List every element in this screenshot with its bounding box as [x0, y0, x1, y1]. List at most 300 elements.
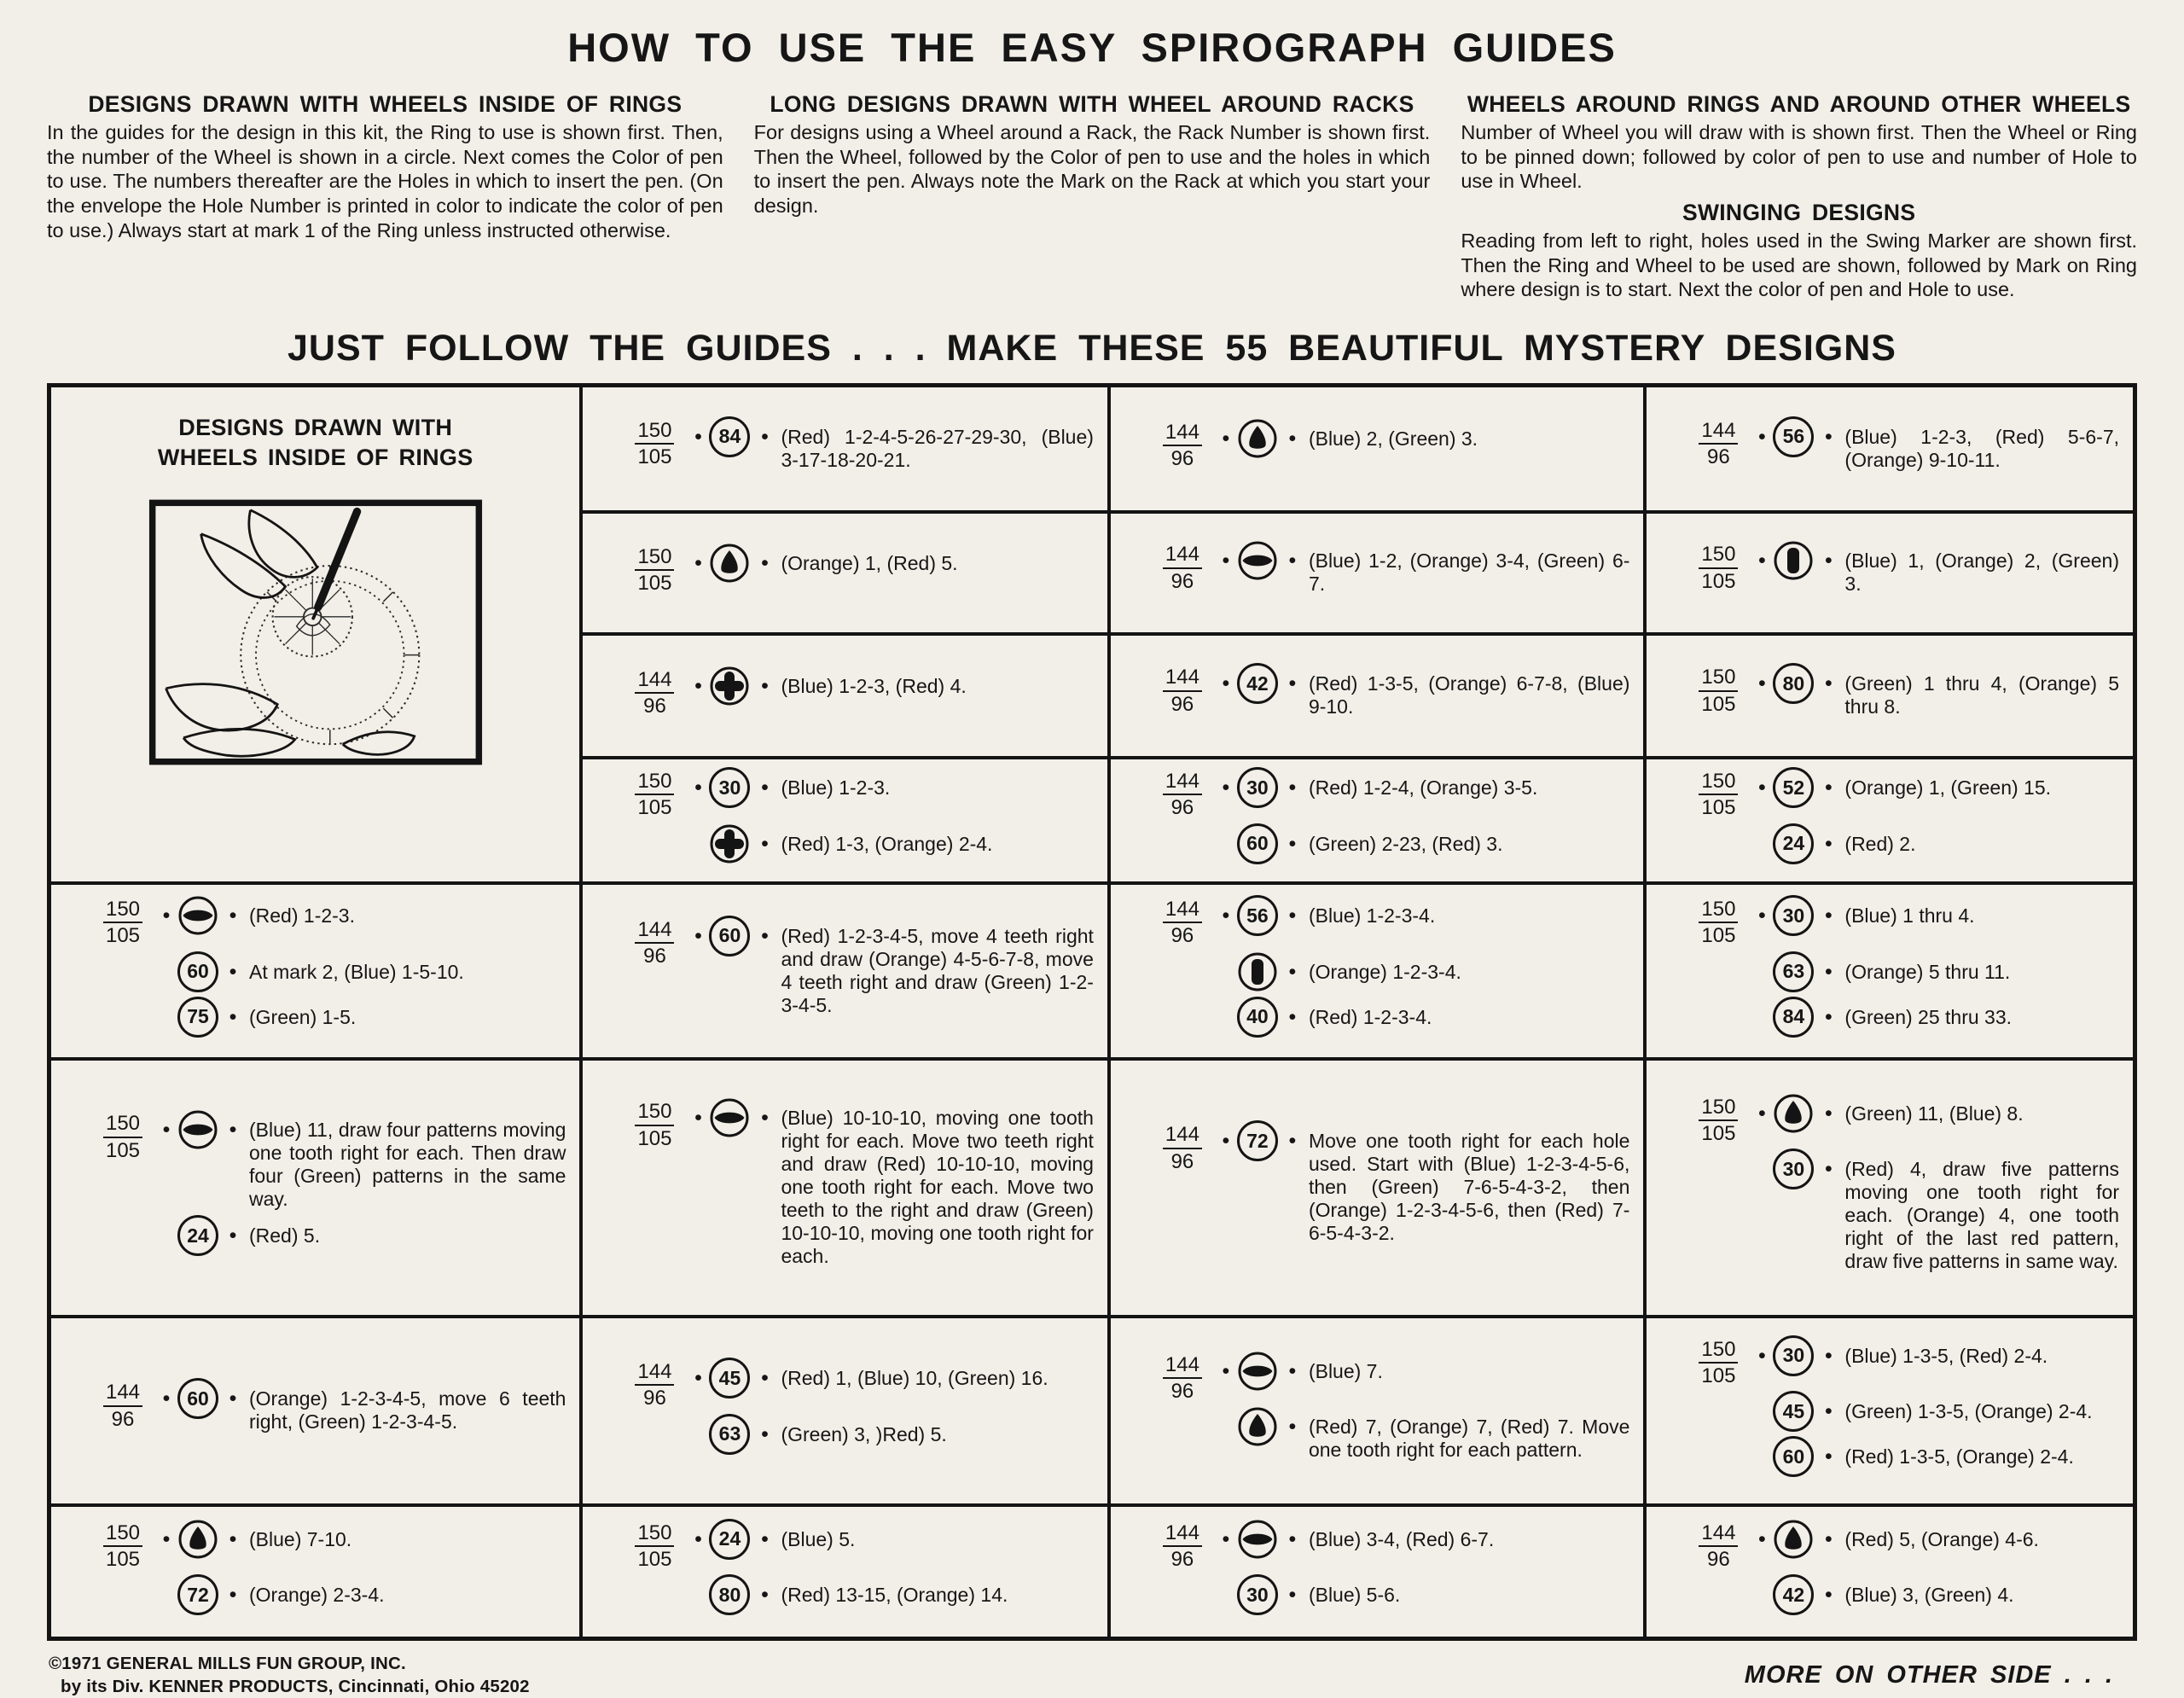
ring-fraction [1163, 770, 1202, 818]
wheel-number-badge: 63 [709, 1414, 750, 1455]
guide-instruction-text: (Red) 7, (Orange) 7, (Red) 7. Move one tooth right for each pattern. [1308, 1416, 1630, 1462]
guide-entry [1150, 1521, 1629, 1571]
guide-entry [622, 770, 1093, 820]
ring-fraction-numerator: 144 [1699, 420, 1738, 445]
ring-fraction-numerator: 144 [1163, 1354, 1202, 1379]
ring-fraction-numerator: 144 [635, 1361, 674, 1386]
guide-instruction-text: (Red) 1, (Blue) 10, (Green) 16. [781, 1367, 1048, 1390]
ring-fraction [103, 1381, 142, 1429]
ring-fraction-denominator: 96 [1170, 447, 1194, 471]
wheel-number-badge: 42 [1773, 1574, 1814, 1615]
bullet-dot: • [1825, 1526, 1833, 1551]
guide-entry [622, 1360, 1093, 1410]
guide-instruction-text: (Red) 1-2-3-4. [1308, 1005, 1432, 1028]
ring-fraction-denominator: 105 [105, 924, 141, 948]
guide-instruction-text: (Red) 1-3-5, (Orange) 6-7-8, (Blue) 9-10. [1308, 672, 1630, 718]
guide-instruction-text: (Blue) 11, draw four patterns moving one tooth right for each. Then draw four (Green) patterns in the same way. [249, 1119, 566, 1211]
guide-entry [622, 667, 1093, 718]
ring-fraction [635, 669, 674, 717]
guide-entry [1686, 1584, 2119, 1615]
guide-instruction-text: (Blue) 1-2, (Orange) 3-4, (Green) 6-7. [1308, 550, 1630, 596]
intro-heading-wheels-around-rings: WHEELS AROUND RINGS AND AROUND OTHER WHEELS [1467, 91, 2131, 117]
ring-fraction [1163, 1522, 1202, 1570]
guide-instruction-text: (Blue) 2, (Green) 3. [1308, 427, 1478, 451]
ring-fraction [1699, 420, 1738, 468]
bullet-dot: • [1288, 959, 1297, 984]
guide-entry [90, 1381, 566, 1433]
bullet-dot: • [1825, 1343, 1833, 1368]
ring-fraction [103, 1522, 142, 1570]
guide-cell [581, 634, 1108, 758]
bullet-dot: • [1758, 1101, 1766, 1125]
bullet-dot: • [229, 1118, 237, 1143]
guide-entry [1686, 1521, 2119, 1571]
guide-instruction-text: (Orange) 1-2-3-4-5, move 6 teeth right, (Green) 1-2-3-4-5. [249, 1387, 566, 1433]
bullet-dot: • [1825, 424, 1833, 449]
guide-entry [1686, 961, 2119, 992]
bullet-dot: • [694, 550, 702, 575]
bullet-dot: • [1288, 549, 1297, 573]
ring-fraction-denominator: 96 [643, 945, 666, 968]
wheel-shape-triangle-icon [1773, 1093, 1814, 1134]
guide-cell [581, 386, 1108, 512]
bullet-dot: • [761, 1526, 769, 1551]
guide-cell [49, 1505, 581, 1638]
guide-cell [581, 883, 1108, 1059]
ring-fraction-numerator: 150 [1699, 1339, 1738, 1364]
bullet-dot: • [1825, 959, 1833, 984]
guide-entry [90, 1006, 566, 1038]
wheel-shape-triangle-icon [1237, 418, 1278, 459]
wheel-number-badge: 60 [1773, 1436, 1814, 1477]
bullet-dot: • [694, 1366, 702, 1391]
wheel-number-badge: 24 [177, 1215, 218, 1256]
guide-entry [1150, 1352, 1629, 1403]
wheel-number-badge: 30 [1773, 1148, 1814, 1189]
intro-body-swinging-designs: Reading from left to right, holes used in the Swing Marker are shown first. Then the Ring and Wheel to be used are shown, followed by Mark on Ring where design is to start. Next the color of pen and Hole to use. [1461, 229, 2137, 301]
ring-fraction-numerator: 150 [1699, 898, 1738, 923]
guide-instruction-text: (Blue) 3, (Green) 4. [1844, 1584, 2014, 1607]
guide-entry [90, 961, 566, 992]
ring-fraction [103, 898, 142, 946]
bullet-dot: • [162, 1387, 171, 1411]
ring-fraction-denominator: 105 [1701, 924, 1736, 948]
bullet-dot: • [1758, 1526, 1766, 1551]
ring-fraction-denominator: 105 [105, 1547, 141, 1571]
bullet-dot: • [1222, 904, 1230, 928]
wheel-number-badge: 60 [1237, 823, 1278, 864]
guide-entry [1150, 1006, 1629, 1038]
guide-entry [1150, 770, 1629, 820]
ring-fraction-numerator: 150 [635, 770, 674, 795]
guide-instruction-text: (Blue) 1-3-5, (Red) 2-4. [1844, 1344, 2048, 1367]
guide-cell [1645, 758, 2135, 883]
ring-fraction-numerator: 150 [1699, 770, 1738, 795]
guide-entry [1686, 1400, 2119, 1432]
guide-cell [1109, 386, 1645, 512]
ring-fraction [1699, 1096, 1738, 1144]
bullet-dot: • [1825, 1101, 1833, 1125]
ring-fraction-numerator: 144 [1163, 666, 1202, 691]
intro-heading-wheel-around-racks: LONG DESIGNS DRAWN WITH WHEEL AROUND RACKS [770, 91, 1414, 117]
wheel-shape-bar-icon [1237, 951, 1278, 992]
ring-fraction-numerator: 144 [1699, 1522, 1738, 1547]
ring-fraction [1699, 770, 1738, 818]
wheel-number-badge: 30 [1237, 1574, 1278, 1615]
ring-fraction-numerator: 144 [1163, 544, 1202, 568]
guide-cell [581, 1505, 1108, 1638]
guide-instruction-text: (Green) 11, (Blue) 8. [1844, 1102, 2024, 1125]
bullet-dot: • [1222, 1129, 1230, 1154]
guide-entry [622, 1423, 1093, 1455]
guide-instruction-text: (Green) 1-5. [249, 1005, 357, 1028]
bullet-dot: • [229, 959, 237, 984]
guide-instruction-text: (Blue) 1-2-3. [781, 776, 891, 800]
wheel-shape-oval-icon [177, 1109, 218, 1150]
table-header-title: DESIGNS DRAWN WITH WHEELS INSIDE OF RINGS [157, 414, 473, 471]
guide-cell [1645, 1317, 2135, 1505]
guide-instruction-text: (Red) 1-2-4-5-26-27-29-30, (Blue) 3-17-18-20-21. [781, 425, 1094, 471]
page-title: HOW TO USE THE EASY SPIROGRAPH GUIDES [567, 25, 1617, 70]
bullet-dot: • [1825, 1157, 1833, 1182]
ring-fraction-numerator: 150 [635, 1101, 674, 1125]
intro-col-wheels-around-rings [1461, 91, 2137, 302]
guide-entry [1686, 1337, 2119, 1387]
wheel-number-badge: 84 [709, 416, 750, 457]
intro-body-wheel-around-racks: For designs using a Wheel around a Rack, the Rack Number is shown first. Then the Wheel, followed by the Color of pen to use and the holes in which to insert the pen. Always note the Mark on the Rack at which you start your design. [753, 121, 1431, 217]
guide-instruction-text: (Red) 2. [1844, 832, 1916, 855]
ring-fraction-denominator: 105 [105, 1138, 141, 1162]
more-on-other-side-text: MORE ON OTHER SIDE . . . [1744, 1660, 2113, 1689]
ring-fraction [635, 770, 674, 818]
guide-cell [1109, 512, 1645, 634]
wheel-number-badge: 80 [1773, 663, 1814, 704]
guide-entry [1150, 1416, 1629, 1462]
wheel-shape-oval-icon [1237, 540, 1278, 581]
guide-cell [581, 1059, 1108, 1317]
wheel-number-badge: 72 [177, 1574, 218, 1615]
ring-fraction-numerator: 144 [635, 669, 674, 694]
bullet-dot: • [761, 673, 769, 698]
intro-body-wheels-around-rings: Number of Wheel you will draw with is shown first. Then the Wheel or Ring to be pinned down; followed by color of pen to use and number of Hole to use in Wheel. [1461, 121, 2137, 193]
bullet-dot: • [1825, 672, 1833, 696]
intro-body-wheels-inside-rings: In the guides for the design in this kit, the Ring to use is shown first. Then, the number of the Wheel is shown in a circle. Next comes the Color of pen to use. The numbers thereafter are the Holes in which to insert the pen. (On the envelope the Hole Number is printed in color to indicate the color of pen to use.) Always start at mark 1 of the Ring unless instructed otherwise. [47, 121, 723, 241]
guide-instruction-text: (Orange) 2-3-4. [249, 1584, 385, 1607]
guide-entry [1686, 770, 2119, 820]
guide-entry [1150, 1123, 1630, 1245]
guide-entry [1150, 421, 1629, 471]
bullet-dot: • [1825, 1445, 1833, 1469]
wheel-number-badge: 45 [709, 1358, 750, 1399]
wheel-number-badge: 24 [709, 1519, 750, 1560]
guide-cell [1109, 1317, 1645, 1505]
copyright-text [49, 1653, 530, 1698]
bullet-dot: • [1222, 549, 1230, 573]
guide-instruction-text: (Blue) 1-2-3, (Red) 4. [781, 674, 967, 697]
guide-instruction-text: (Red) 13-15, (Orange) 14. [781, 1584, 1008, 1607]
ring-fraction [635, 1522, 674, 1570]
ring-fraction-denominator: 96 [1170, 1379, 1194, 1403]
guide-entry [1686, 1158, 2119, 1273]
ring-fraction-denominator: 96 [111, 1407, 135, 1431]
wheel-shape-oval-icon [1237, 1519, 1278, 1560]
guide-cell [581, 512, 1108, 634]
ring-fraction-denominator: 96 [1707, 445, 1730, 469]
wheel-shape-triangle-icon [709, 543, 750, 584]
guide-instruction-text: (Red) 1-3-5, (Orange) 2-4. [1844, 1445, 2074, 1468]
guide-entry [622, 418, 1094, 472]
guide-cell [1109, 1059, 1645, 1317]
guide-cell [1109, 634, 1645, 758]
guide-table [47, 383, 2137, 1641]
ring-fraction [1699, 898, 1738, 946]
guide-instruction-text: (Blue) 7-10. [249, 1527, 352, 1550]
ring-fraction-denominator: 96 [1170, 1149, 1194, 1173]
guide-entry [1686, 418, 2119, 472]
intro-col-wheel-around-racks [754, 91, 1431, 302]
wheel-number-badge: 72 [1237, 1120, 1278, 1161]
ring-fraction [1163, 666, 1202, 714]
ring-fraction-numerator: 144 [1163, 898, 1202, 923]
guide-instruction-text: (Orange) 1, (Red) 5. [781, 551, 958, 574]
bullet-dot: • [694, 1526, 702, 1551]
ring-fraction-numerator: 150 [103, 1113, 142, 1137]
ring-fraction-denominator: 105 [1701, 569, 1736, 593]
bullet-dot: • [1288, 427, 1297, 451]
guide-entry [1686, 1095, 2119, 1145]
ring-fraction-numerator: 150 [635, 1522, 674, 1547]
ring-fraction [103, 1113, 142, 1160]
bullet-dot: • [761, 424, 769, 449]
ring-fraction [1163, 1354, 1202, 1402]
ring-fraction-denominator: 105 [637, 445, 672, 469]
bullet-dot: • [1222, 1358, 1230, 1383]
bullet-dot: • [761, 831, 769, 856]
ring-fraction-denominator: 96 [1707, 1547, 1730, 1571]
bullet-dot: • [1758, 904, 1766, 928]
wheel-shape-bar-icon [1773, 540, 1814, 581]
guide-instruction-text: (Red) 5, (Orange) 4-6. [1844, 1527, 2039, 1550]
guide-cell [1645, 386, 2135, 512]
ring-fraction [1699, 1339, 1738, 1387]
guide-cell [1109, 758, 1645, 883]
bullet-dot: • [1288, 1358, 1297, 1383]
wheel-number-badge: 60 [177, 1378, 218, 1419]
guide-instruction-text: (Red) 5. [249, 1224, 321, 1247]
guide-entry [622, 833, 1093, 864]
guide-cell [1645, 1505, 2135, 1638]
ring-fraction [1699, 1522, 1738, 1570]
wheel-number-badge: 60 [709, 916, 750, 957]
wheel-number-badge: 84 [1773, 997, 1814, 1038]
bullet-dot: • [1288, 831, 1297, 856]
ring-fraction-numerator: 150 [1699, 544, 1738, 568]
bullet-dot: • [229, 1583, 237, 1608]
bullet-dot: • [1825, 1583, 1833, 1608]
wheel-shape-oval-icon [709, 1097, 750, 1138]
bullet-dot: • [1825, 1399, 1833, 1424]
ring-fraction-denominator: 105 [637, 796, 672, 820]
guide-cell [1645, 512, 2135, 634]
ring-fraction-denominator: 96 [643, 1387, 666, 1410]
wheel-number-badge: 63 [1773, 951, 1814, 992]
guide-instruction-text: (Green) 2-23, (Red) 3. [1308, 832, 1503, 855]
guide-entry [1150, 961, 1629, 992]
wheel-number-badge: 30 [709, 767, 750, 808]
bullet-dot: • [229, 1387, 237, 1411]
ring-fraction-denominator: 96 [643, 694, 666, 718]
wheel-shape-triangle-icon [177, 1519, 218, 1560]
guide-instruction-text: (Red) 1-2-4, (Orange) 3-5. [1308, 776, 1538, 800]
ring-fraction [1163, 898, 1202, 946]
guide-cell [49, 883, 581, 1059]
guide-entry [90, 1521, 566, 1571]
bullet-dot: • [1288, 1583, 1297, 1608]
ring-fraction [1163, 544, 1202, 591]
ring-fraction-numerator: 144 [1163, 422, 1202, 446]
guide-cell [581, 1317, 1108, 1505]
bullet-dot: • [229, 1224, 237, 1248]
bullet-dot: • [1288, 1004, 1297, 1029]
guide-instruction-text: Move one tooth right for each hole used. Start with (Blue) 1-2-3-4-5-6, then (Green) 7-6-5-4-3-2, then (Orange) 1-2-3-4-5-6, then (Red) 7-6-5-4-3-2. [1308, 1130, 1630, 1245]
bullet-dot: • [1825, 549, 1833, 573]
bullet-dot: • [1825, 904, 1833, 928]
guide-entry [1686, 1445, 2119, 1477]
bullet-dot: • [1758, 424, 1766, 449]
guide-entry [622, 1584, 1093, 1615]
intro-heading-swinging-designs: SWINGING DESIGNS [1682, 199, 1916, 225]
ring-fraction-numerator: 150 [103, 1522, 142, 1547]
guide-entry [90, 898, 566, 948]
wheel-number-badge: 75 [177, 997, 218, 1038]
ring-fraction [635, 546, 674, 594]
guide-cell [1109, 883, 1645, 1059]
bullet-dot: • [1758, 1343, 1766, 1368]
guide-instruction-text: (Blue) 7. [1308, 1359, 1383, 1382]
ring-fraction-numerator: 150 [1699, 666, 1738, 691]
bullet-dot: • [1288, 776, 1297, 800]
bullet-dot: • [761, 1106, 769, 1131]
wheel-number-badge: 56 [1773, 416, 1814, 457]
wheel-number-badge: 30 [1773, 895, 1814, 936]
guide-instruction-text: (Blue) 1 thru 4. [1844, 904, 1975, 928]
ring-fraction-denominator: 96 [1170, 924, 1194, 948]
guide-entry [1686, 833, 2119, 864]
guide-cell [1645, 1059, 2135, 1317]
bullet-dot: • [1222, 1526, 1230, 1551]
ring-fraction-denominator: 105 [1701, 692, 1736, 716]
footer [47, 1641, 2137, 1698]
ring-fraction [1699, 666, 1738, 714]
bullet-dot: • [162, 1118, 171, 1143]
guide-instruction-text: (Red) 1-3, (Orange) 2-4. [781, 832, 993, 855]
intro-col-wheels-inside-rings [47, 91, 723, 302]
bullet-dot: • [229, 904, 237, 928]
guide-entry [1150, 543, 1630, 596]
bullet-dot: • [694, 424, 702, 449]
bullet-dot: • [162, 1526, 171, 1551]
guide-instruction-text: (Blue) 5-6. [1308, 1584, 1401, 1607]
guide-instruction-text: (Orange) 1, (Green) 15. [1844, 776, 2052, 800]
ring-fraction [635, 1361, 674, 1409]
bullet-dot: • [1758, 776, 1766, 800]
bullet-dot: • [1288, 672, 1297, 696]
ring-fraction [635, 420, 674, 468]
guide-entry [1150, 898, 1629, 948]
ring-fraction-denominator: 105 [637, 571, 672, 595]
guide-entry [622, 917, 1094, 1017]
bullet-dot: • [1222, 427, 1230, 451]
bullet-dot: • [1222, 776, 1230, 800]
wheel-number-badge: 56 [1237, 895, 1278, 936]
guide-instruction-text: (Red) 1-2-3-4-5, move 4 teeth right and draw (Orange) 4-5-6-7-8, move 4 teeth right and draw (Green) 1-2-3-4-5. [781, 924, 1094, 1016]
ring-fraction-denominator: 105 [637, 1126, 672, 1150]
ring-fraction-numerator: 150 [1699, 1096, 1738, 1121]
guide-instruction-text: (Green) 25 thru 33. [1844, 1005, 2013, 1028]
guide-instruction-text: (Blue) 1-2-3-4. [1308, 904, 1436, 928]
guide-instruction-text: (Blue) 1, (Orange) 2, (Green) 3. [1844, 550, 2119, 596]
bullet-dot: • [694, 776, 702, 800]
bullet-dot: • [1825, 776, 1833, 800]
guide-cell [49, 1059, 581, 1317]
bullet-dot: • [229, 1004, 237, 1029]
hand-drawing-illustration [148, 497, 483, 768]
wheel-number-badge: 45 [1773, 1391, 1814, 1432]
ring-fraction-denominator: 105 [1701, 1121, 1736, 1145]
bullet-dot: • [761, 923, 769, 948]
guide-entry [1150, 666, 1630, 718]
ring-fraction-numerator: 144 [1163, 770, 1202, 795]
bullet-dot: • [694, 923, 702, 948]
guide-entry [1686, 1006, 2119, 1038]
bullet-dot: • [162, 904, 171, 928]
ring-fraction-numerator: 150 [635, 420, 674, 445]
ring-fraction-numerator: 144 [1163, 1522, 1202, 1547]
bullet-dot: • [761, 776, 769, 800]
ring-fraction [635, 919, 674, 967]
wheel-number-badge: 80 [709, 1574, 750, 1615]
wheel-shape-triangle-icon [1773, 1519, 1814, 1560]
wheel-number-badge: 52 [1773, 767, 1814, 808]
guide-cell [581, 758, 1108, 883]
bullet-dot: • [1288, 1526, 1297, 1551]
wheel-number-badge: 24 [1773, 823, 1814, 864]
bullet-dot: • [1825, 1004, 1833, 1029]
guide-entry [1686, 898, 2119, 948]
guide-entry [622, 1100, 1094, 1268]
bullet-dot: • [1288, 904, 1297, 928]
ring-fraction-denominator: 96 [1170, 569, 1194, 593]
ring-fraction-denominator: 96 [1170, 1547, 1194, 1571]
bullet-dot: • [1758, 672, 1766, 696]
intro-columns [47, 91, 2137, 302]
copyright-line1: ©1971 GENERAL MILLS FUN GROUP, INC. [49, 1653, 406, 1673]
wheel-shape-cross-icon [709, 823, 750, 864]
bullet-dot: • [1288, 1129, 1297, 1154]
wheel-shape-oval-icon [1237, 1351, 1278, 1392]
copyright-line2: by its Div. KENNER PRODUCTS, Cincinnati, Ohio 45202 [61, 1676, 530, 1696]
wheel-number-badge: 42 [1237, 663, 1278, 704]
wheel-number-badge: 30 [1237, 767, 1278, 808]
guide-cell [1645, 883, 2135, 1059]
wheel-number-badge: 30 [1773, 1335, 1814, 1376]
guide-entry [1150, 1584, 1629, 1615]
bullet-dot: • [1758, 549, 1766, 573]
guide-instruction-text: (Blue) 1-2-3, (Red) 5-6-7, (Orange) 9-10-11. [1844, 425, 2119, 471]
guide-entry [1686, 543, 2119, 596]
guide-instruction-text: (Green) 3, )Red) 5. [781, 1422, 947, 1445]
guide-instruction-text: (Green) 1-3-5, (Orange) 2-4. [1844, 1400, 2093, 1423]
